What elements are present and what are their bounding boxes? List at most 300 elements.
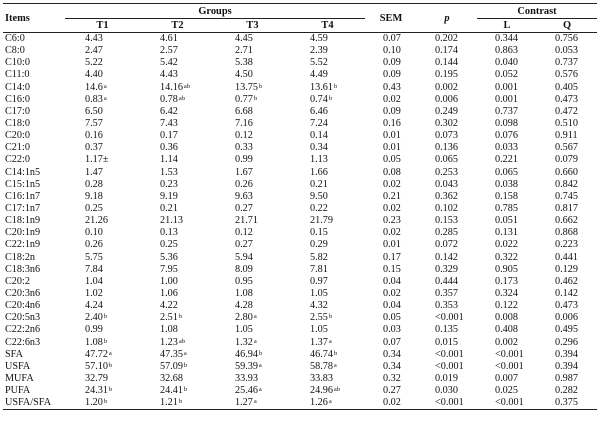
cell-p: [417, 373, 477, 385]
cell-t1-content: [85, 361, 112, 373]
header-groups: Groups: [65, 4, 365, 19]
cell-t1: [65, 227, 140, 239]
cell-t1-superscript: b: [103, 398, 108, 406]
cell-p: [417, 239, 477, 251]
cell-t4: [290, 337, 365, 349]
cell-t2: [140, 167, 215, 179]
cell-t2: [140, 397, 215, 410]
cell-p: [417, 361, 477, 373]
cell-t4-value: 0.22: [310, 203, 328, 215]
row-item-label: C17:0: [5, 105, 30, 117]
row-item-label: C20:0: [5, 130, 30, 142]
cell-t4-content: [310, 130, 329, 142]
cell-p: [417, 312, 477, 324]
cell-t3-content: [235, 142, 254, 154]
cell-sem: [365, 82, 417, 94]
cell-q-value: 0.576: [555, 69, 578, 81]
cell-p-value: 0.444: [435, 275, 458, 287]
cell-p-value: 0.174: [435, 45, 458, 57]
cell-t2-content: [160, 227, 179, 239]
cell-t1: [65, 361, 140, 373]
cell-sem-value: 0.05: [383, 154, 401, 166]
cell-t4-content: [310, 82, 337, 94]
cell-t2-value: 1.53: [160, 166, 178, 178]
cell-t4-content: [310, 312, 332, 324]
cell-t4: [290, 252, 365, 264]
cell-t4-content: [310, 33, 329, 45]
cell-t2-value: 0.17: [160, 130, 178, 142]
cell-t4-value: 0.29: [310, 239, 328, 251]
row-item-label: C22:2n6: [5, 324, 41, 336]
cell-t2-superscript: ab: [178, 94, 185, 102]
row-item-label: C16:0: [5, 93, 30, 105]
cell-t4-content: [310, 57, 329, 69]
cell-t3-superscript: a: [253, 337, 257, 345]
cell-t2: [140, 239, 215, 251]
table-row: [3, 239, 597, 251]
row-item-label: C18:3n6: [5, 263, 41, 275]
table-row: [3, 191, 597, 203]
cell-t3-content: [235, 324, 254, 336]
cell-t4-content: [310, 239, 329, 251]
cell-t1-content: [85, 191, 104, 203]
cell-t3-content: [235, 57, 254, 69]
cell-t4-content: [310, 179, 329, 191]
cell-q: [537, 397, 597, 410]
cell-q: [537, 106, 597, 118]
cell-t3: [215, 142, 290, 154]
cell-sem-value: 0.27: [383, 385, 401, 397]
cell-p-value: 0.285: [435, 227, 458, 239]
cell-q-value: 0.911: [555, 130, 578, 142]
cell-l-value: 0.221: [495, 154, 518, 166]
cell-t2-superscript: ab: [183, 82, 191, 90]
table-row: [3, 324, 597, 336]
cell-p-value: 0.065: [435, 154, 458, 166]
cell-q-value: 0.510: [555, 118, 578, 130]
table-row: [3, 397, 597, 410]
cell-q: [537, 203, 597, 215]
cell-t2-value: 1.21: [160, 397, 178, 409]
cell-t4: [290, 106, 365, 118]
cell-t4-content: [310, 385, 340, 397]
cell-t2-value: 5.42: [160, 57, 178, 69]
cell-t4-content: [310, 142, 329, 154]
cell-t1-content: [85, 106, 104, 118]
cell-t3: [215, 33, 290, 46]
cell-t1-value: 9.18: [85, 190, 103, 202]
cell-q-value: 0.079: [555, 154, 578, 166]
cell-l: [477, 312, 537, 324]
cell-t4-value: 1.05: [310, 324, 328, 336]
table-row: [3, 215, 597, 227]
cell-t1-content: [85, 142, 104, 154]
cell-t1-superscript: a: [108, 349, 112, 357]
cell-t4-value: 4.32: [310, 300, 328, 312]
cell-t1-content: [85, 324, 104, 336]
cell-t4-content: [310, 167, 329, 179]
cell-t1-superscript: b: [103, 337, 108, 345]
cell-l: [477, 191, 537, 203]
cell-t4-value: 4.59: [310, 33, 328, 45]
cell-t2-content: [160, 215, 184, 227]
cell-l: [477, 69, 537, 81]
cell-t4-content: [310, 118, 329, 130]
header-l: L: [503, 20, 511, 31]
row-item-label: C17:1n7: [5, 203, 41, 215]
table-row: [3, 264, 597, 276]
cell-p-value: 0.073: [435, 130, 458, 142]
cell-l-value: 0.737: [495, 105, 518, 117]
cell-t1-value: 4.24: [85, 300, 103, 312]
cell-t2: [140, 349, 215, 361]
cell-sem-value: 0.32: [383, 373, 401, 384]
table-row: [3, 252, 597, 264]
cell-p-value: 0.353: [435, 300, 458, 312]
cell-t3-value: 59.39: [235, 360, 258, 372]
cell-t1: [65, 57, 140, 69]
cell-l-value: 0.038: [495, 178, 518, 190]
cell-t1-content: [85, 227, 104, 239]
cell-t2-content: [160, 179, 179, 191]
cell-sem: [365, 288, 417, 300]
cell-t3-value: 25.46: [235, 385, 258, 397]
cell-t1-content: [85, 337, 107, 349]
cell-t2: [140, 215, 215, 227]
cell-q-value: 0.472: [555, 105, 578, 117]
cell-t4-value: 2.55: [310, 312, 328, 324]
cell-sem-value: 0.03: [383, 324, 401, 336]
cell-p: [417, 82, 477, 94]
cell-t2: [140, 154, 215, 166]
cell-t1: [65, 264, 140, 276]
cell-t3: [215, 397, 290, 410]
cell-t3: [215, 276, 290, 288]
cell-q: [537, 167, 597, 179]
cell-q-value: 0.375: [555, 397, 578, 409]
cell-p: [417, 94, 477, 106]
cell-t2-value: 1.00: [160, 275, 178, 287]
cell-q: [537, 252, 597, 264]
header-q: Q: [562, 20, 572, 31]
cell-t3-superscript: b: [253, 94, 258, 102]
cell-t1: [65, 373, 140, 385]
cell-t1-value: 0.25: [85, 203, 103, 215]
cell-t3-content: [235, 373, 259, 385]
cell-q: [537, 215, 597, 227]
cell-t2: [140, 82, 215, 94]
header-p: p: [444, 12, 450, 24]
cell-p: [417, 337, 477, 349]
table-row: [3, 94, 597, 106]
cell-t1: [65, 349, 140, 361]
cell-p: [417, 300, 477, 312]
cell-t3-content: [235, 349, 262, 361]
cell-q: [537, 349, 597, 361]
cell-t1-content: [85, 203, 104, 215]
cell-t1-value: 21.26: [85, 215, 108, 227]
cell-t3-value: 4.28: [235, 300, 253, 312]
cell-t4: [290, 130, 365, 142]
cell-q-value: 0.817: [555, 203, 578, 215]
cell-t4-value: 0.34: [310, 142, 328, 154]
cell-q-value: 0.462: [555, 275, 578, 287]
cell-t1-value: 0.37: [85, 142, 103, 154]
cell-t2-content: [160, 203, 179, 215]
cell-t4-value: 1.26: [310, 397, 328, 409]
cell-t3: [215, 288, 290, 300]
cell-p-value: 0.019: [435, 373, 458, 384]
table-row: [3, 276, 597, 288]
cell-t2-content: [160, 106, 179, 118]
cell-t3: [215, 227, 290, 239]
cell-t4-content: [310, 337, 332, 349]
cell-t2-value: 1.14: [160, 154, 178, 166]
cell-p-value: <0.001: [435, 360, 464, 372]
cell-t3-value: 1.27: [235, 397, 253, 409]
cell-t2-content: [160, 276, 179, 288]
cell-sem: [365, 227, 417, 239]
row-item-label: C21:0: [5, 142, 30, 154]
cell-t1-content: [85, 118, 104, 130]
header-t2: T2: [171, 20, 184, 31]
cell-sem-value: 0.04: [383, 275, 401, 287]
cell-q-value: 0.223: [555, 239, 578, 251]
cell-l-value: 0.131: [495, 227, 518, 239]
cell-l-value: 0.052: [495, 69, 518, 81]
cell-l: [477, 337, 537, 349]
cell-sem: [365, 142, 417, 154]
cell-t2-value: 32.68: [160, 373, 183, 384]
table-row: [3, 385, 597, 397]
cell-l-value: 0.025: [495, 385, 518, 397]
cell-sem-value: 0.02: [383, 93, 401, 105]
cell-t1-value: 7.84: [85, 263, 103, 275]
cell-l-value: 0.040: [495, 57, 518, 69]
cell-t2-value: 0.36: [160, 142, 178, 154]
cell-sem: [365, 264, 417, 276]
cell-t3: [215, 191, 290, 203]
cell-t2-value: 9.19: [160, 190, 178, 202]
cell-t3: [215, 239, 290, 251]
cell-p-value: 0.329: [435, 263, 458, 275]
cell-t1-content: [85, 69, 104, 81]
cell-sem-value: 0.01: [383, 142, 401, 154]
table-row: [3, 45, 597, 57]
cell-t2: [140, 252, 215, 264]
cell-t3-value: 0.27: [235, 239, 253, 251]
table-row: [3, 337, 597, 349]
cell-t1-content: [85, 57, 104, 69]
row-item-label: C16:1n7: [5, 190, 41, 202]
cell-l-value: <0.001: [495, 397, 524, 409]
cell-t4: [290, 239, 365, 251]
cell-l-value: 0.001: [495, 93, 518, 105]
cell-p: [417, 227, 477, 239]
cell-q-value: 0.282: [555, 385, 578, 397]
row-item-label: C18:1n9: [5, 215, 41, 227]
table-row: [3, 361, 597, 373]
cell-t4-value: 7.81: [310, 263, 328, 275]
cell-t4-value: 2.39: [310, 45, 328, 57]
cell-l-value: 0.051: [495, 215, 518, 227]
cell-t1-superscript: a: [103, 94, 107, 102]
cell-t2: [140, 118, 215, 130]
cell-t4-value: 24.96: [310, 385, 333, 397]
header-contrast: Contrast: [477, 4, 597, 19]
cell-sem-value: 0.43: [383, 81, 401, 93]
cell-t3-content: [235, 252, 254, 264]
table-row: [3, 300, 597, 312]
cell-t1-value: 57.10: [85, 360, 108, 372]
cell-t1-content: [85, 300, 104, 312]
cell-t3-content: [235, 288, 254, 300]
cell-t2: [140, 203, 215, 215]
cell-p-value: <0.001: [435, 348, 464, 360]
cell-t3-content: [235, 215, 259, 227]
cell-t3: [215, 130, 290, 142]
cell-t4: [290, 33, 365, 46]
cell-p-value: 0.015: [435, 336, 458, 348]
cell-t3-value: 33.93: [235, 373, 258, 384]
cell-sem: [365, 312, 417, 324]
cell-t4-value: 9.50: [310, 190, 328, 202]
cell-p-value: 0.135: [435, 324, 458, 336]
cell-t3-value: 0.33: [235, 142, 253, 154]
cell-sem: [365, 154, 417, 166]
cell-l-value: 0.008: [495, 312, 518, 324]
cell-p-value: 0.195: [435, 69, 458, 81]
cell-sem: [365, 349, 417, 361]
cell-t1: [65, 203, 140, 215]
cell-t2-value: 5.36: [160, 251, 178, 263]
cell-q-value: 0.567: [555, 142, 578, 154]
cell-q-value: 0.495: [555, 324, 578, 336]
cell-l: [477, 167, 537, 179]
cell-t2-value: 7.43: [160, 118, 178, 130]
table-row: [3, 130, 597, 142]
cell-t2-content: [160, 118, 179, 130]
cell-p: [417, 349, 477, 361]
cell-t4: [290, 361, 365, 373]
cell-t1: [65, 337, 140, 349]
cell-t2-value: 47.35: [160, 348, 183, 360]
cell-t4: [290, 179, 365, 191]
cell-t4: [290, 191, 365, 203]
cell-t3-superscript: b: [258, 349, 263, 357]
cell-t2-value: 6.42: [160, 105, 178, 117]
cell-t2-content: [160, 142, 179, 154]
cell-t4: [290, 312, 365, 324]
cell-l: [477, 252, 537, 264]
cell-t4-content: [310, 154, 329, 166]
cell-p: [417, 167, 477, 179]
cell-t2-content: [160, 82, 190, 94]
cell-t4: [290, 373, 365, 385]
cell-q-value: 0.745: [555, 190, 578, 202]
cell-t3-value: 21.71: [235, 215, 258, 227]
cell-t1: [65, 397, 140, 410]
cell-t2-value: 14.16: [160, 81, 183, 93]
cell-t1-content: [85, 349, 112, 361]
cell-t4: [290, 94, 365, 106]
cell-sem: [365, 179, 417, 191]
cell-t1-value: 32.79: [85, 373, 108, 384]
cell-l-value: 0.007: [495, 373, 518, 384]
cell-l: [477, 239, 537, 251]
cell-t4: [290, 215, 365, 227]
cell-t2: [140, 191, 215, 203]
cell-t2-value: 7.95: [160, 263, 178, 275]
cell-t2-content: [160, 385, 187, 397]
cell-q: [537, 179, 597, 191]
cell-q-value: 0.737: [555, 57, 578, 69]
cell-sem-value: 0.01: [383, 130, 401, 142]
row-item-label: C15:1n5: [5, 178, 41, 190]
cell-t1: [65, 142, 140, 154]
cell-t1: [65, 300, 140, 312]
cell-t1: [65, 154, 140, 166]
cell-t4-content: [310, 373, 334, 385]
cell-t3-value: 0.95: [235, 275, 253, 287]
cell-q-value: 0.053: [555, 45, 578, 57]
cell-l: [477, 215, 537, 227]
table-body: [3, 33, 597, 410]
cell-q-value: 0.006: [555, 312, 578, 324]
header-row-2: [3, 19, 597, 33]
cell-q-value: 0.473: [555, 93, 578, 105]
cell-t1: [65, 191, 140, 203]
cell-t4-value: 1.05: [310, 288, 328, 300]
cell-q-value: 0.129: [555, 263, 578, 275]
cell-t3-superscript: a: [258, 361, 262, 369]
cell-t3-content: [235, 118, 254, 130]
cell-t4: [290, 142, 365, 154]
cell-t3-value: 46.94: [235, 348, 258, 360]
cell-t1-value: 4.40: [85, 69, 103, 81]
cell-t3-superscript: b: [258, 82, 263, 90]
cell-p: [417, 154, 477, 166]
cell-t2-content: [160, 167, 179, 179]
cell-sem-value: 0.05: [383, 312, 401, 324]
cell-t4-value: 1.66: [310, 166, 328, 178]
cell-sem-value: 0.02: [383, 178, 401, 190]
cell-p-value: 0.006: [435, 93, 458, 105]
cell-t3: [215, 45, 290, 57]
cell-sem: [365, 276, 417, 288]
cell-t3: [215, 94, 290, 106]
cell-p: [417, 33, 477, 46]
cell-t1: [65, 82, 140, 94]
cell-t2-value: 21.13: [160, 215, 183, 227]
cell-t3: [215, 337, 290, 349]
cell-p: [417, 179, 477, 191]
cell-t1: [65, 312, 140, 324]
table-row: [3, 154, 597, 166]
cell-sem: [365, 337, 417, 349]
cell-t3-content: [235, 94, 257, 106]
cell-t3-value: 0.27: [235, 203, 253, 215]
cell-t4-value: 1.37: [310, 336, 328, 348]
cell-q-value: 0.142: [555, 288, 578, 300]
cell-sem-value: 0.02: [383, 227, 401, 239]
cell-t1-content: [85, 373, 109, 385]
cell-t1: [65, 179, 140, 191]
cell-p-value: 0.362: [435, 190, 458, 202]
header-items: Items: [5, 12, 30, 24]
cell-t4-content: [310, 264, 329, 276]
cell-p: [417, 385, 477, 397]
